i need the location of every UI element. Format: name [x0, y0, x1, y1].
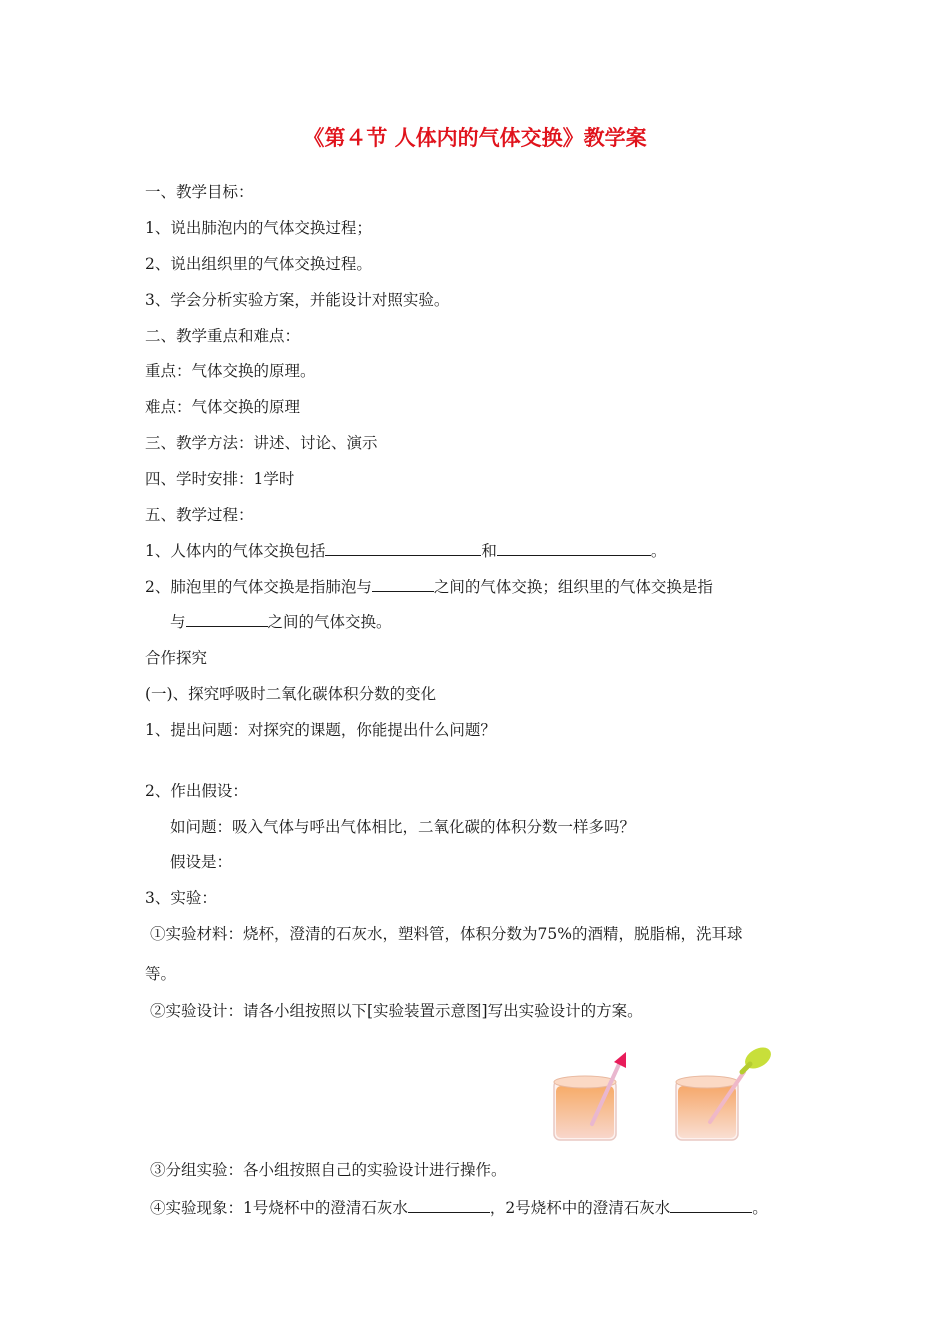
blank-field[interactable] — [372, 577, 434, 592]
question-1-text: 1、人体内的气体交换包括 — [145, 542, 326, 560]
question-2-text: 2、肺泡里的气体交换是指肺泡与 — [145, 578, 372, 596]
blank-field[interactable] — [497, 541, 651, 556]
experiment-materials-end: 等。 — [145, 965, 177, 983]
experiment-materials: ①实验材料：烧杯，澄清的石灰水，塑料管，体积分数为75%的酒精，脱脂棉，洗耳球 — [150, 925, 743, 943]
question-2-text-d: 之间的气体交换。 — [267, 613, 392, 631]
phenomenon-text-b: ，2号烧杯中的澄清石灰水 — [489, 1199, 671, 1217]
objective-1: 1、说出肺泡内的气体交换过程； — [145, 219, 372, 237]
phenomenon-text-a: ④实验现象：1号烧杯中的澄清石灰水 — [150, 1199, 408, 1217]
blank-field[interactable] — [186, 612, 268, 627]
blank-field[interactable] — [408, 1198, 490, 1213]
phenomenon-text-c: 。 — [752, 1199, 768, 1217]
hypothesis-answer: 假设是： — [170, 853, 233, 871]
blank-field[interactable] — [325, 541, 481, 556]
blank-field[interactable] — [670, 1198, 752, 1213]
section-process: 五、教学过程： — [145, 506, 254, 524]
experiment-phenomenon — [150, 1196, 768, 1218]
section-key-points: 二、教学重点和难点： — [145, 327, 301, 345]
step-experiment: 3、实验： — [145, 889, 217, 907]
step-hypothesis: 2、作出假设： — [145, 782, 248, 800]
cooperative-inquiry: 合作探究 — [145, 649, 208, 667]
inquiry-topic: (一)、探究呼吸时二氧化碳体积分数的变化 — [145, 685, 437, 703]
experiment-design: ②实验设计：请各小组按照以下[实验装置示意图]写出实验设计的方案。 — [150, 1002, 643, 1020]
objective-2: 2、说出组织里的气体交换过程。 — [145, 255, 372, 273]
hard-point: 难点：气体交换的原理 — [145, 398, 301, 416]
section-objectives: 一、教学目标： — [145, 183, 254, 201]
question-1-connector: 和 — [481, 542, 497, 560]
section-schedule: 四、学时安排：1学时 — [145, 470, 295, 488]
question-1-end: 。 — [650, 542, 667, 560]
beaker-2-image — [672, 1042, 778, 1144]
question-2-continued — [170, 610, 392, 632]
step-question: 1、提出问题：对探究的课题，你能提出什么问题？ — [145, 721, 496, 739]
question-2-text-c: 与 — [170, 613, 186, 631]
question-2 — [145, 575, 713, 597]
key-point: 重点：气体交换的原理。 — [145, 362, 316, 380]
hypothesis-question: 如问题：吸入气体与呼出气体相比，二氧化碳的体积分数一样多吗？ — [170, 818, 636, 836]
group-experiment: ③分组实验：各小组按照自己的实验设计进行操作。 — [150, 1161, 507, 1179]
question-1 — [145, 539, 666, 561]
section-methods: 三、教学方法：讲述、讨论、演示 — [145, 434, 378, 452]
objective-3: 3、学会分析实验方案，并能设计对照实验。 — [145, 291, 450, 309]
beaker-1-image — [548, 1052, 630, 1144]
question-2-text-b: 之间的气体交换；组织里的气体交换是指 — [433, 578, 713, 596]
page-title: 《第４节 人体内的气体交换》教学案 — [303, 126, 647, 150]
